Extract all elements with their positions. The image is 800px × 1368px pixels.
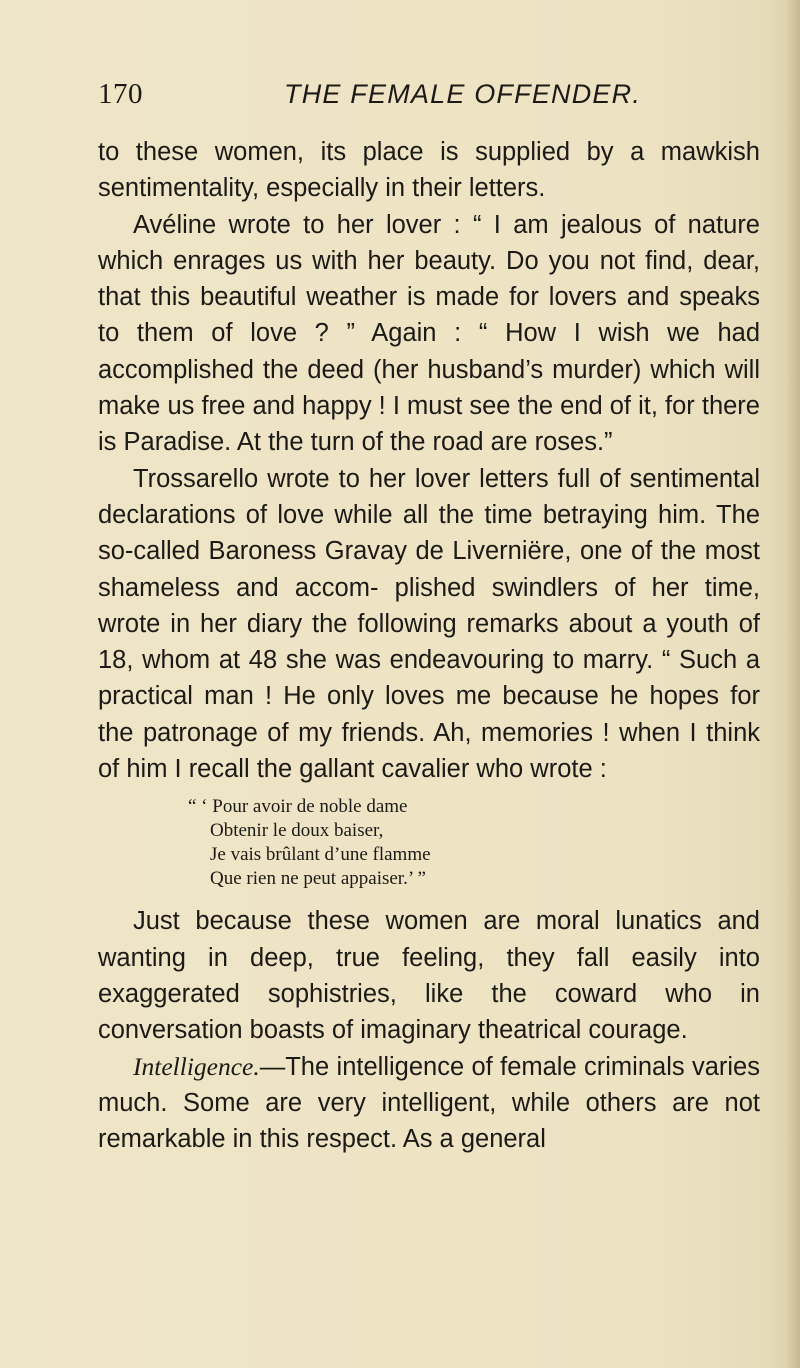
paragraph-moral-lunatics: Just because these women are moral lunatics and wanting in deep, true feeling, they fall easily into exaggerated sophistries, like the coward who in conversation boasts of imaginary theatrical courage. [98, 907, 760, 1045]
paragraph-intelligence-text: —The intelligence of female criminals varies much. Some are very intelligent, while others are not remarkable in this respect. As a general [98, 1052, 760, 1154]
verse-line: Je vais brûlant d’une flamme [210, 844, 431, 866]
paragraph-trossarello: Trossarello wrote to her lover letters full of sentimental declarations of love while all the time betraying him. The so-called Baroness Gravay de Liverniëre, one of the most shameless and accom- plished swindlers of her time, wrote in her diary the following remarks about a youth of 18, whom at 48 she was endeavouring to marry. “ Such a practical man ! He only loves me because he hopes for the patronage of my friends. Ah, memories ! when I think of him I recall the gallant cavalier who wrote : [98, 464, 760, 784]
verse-line: Que rien ne peut appaiser.’ ” [210, 868, 426, 890]
section-lead-intelligence: Intelligence. [133, 1051, 260, 1081]
running-title: THE FEMALE OFFENDER. [284, 79, 642, 109]
body-text [98, 134, 760, 1157]
paragraph-aveline: Avéline wrote to her lover : “ I am jealous of nature which enrages us with her beauty. Do you not find, dear, that this beautiful weather is made for lovers and speaks to them of love ? ” Again : “ How I wish we had accomplished the deed (her husband’s murder) which will make us free and happy ! I must see the end of it, for there is Paradise. At the turn of the road are roses.” [98, 210, 760, 457]
page-edge-shadow [786, 0, 800, 1368]
french-verse-quote [188, 795, 760, 891]
verse-line: Obtenir le doux baiser, [210, 820, 384, 842]
paragraph-continuation: to these women, its place is supplied by a mawkish sentimentality, especially in their letters. [98, 138, 760, 203]
page-number: 170 [98, 78, 143, 110]
paragraph-intelligence [98, 1049, 760, 1158]
verse-line: “ ‘ Pour avoir de noble dame [188, 796, 408, 818]
page-header [98, 76, 758, 116]
